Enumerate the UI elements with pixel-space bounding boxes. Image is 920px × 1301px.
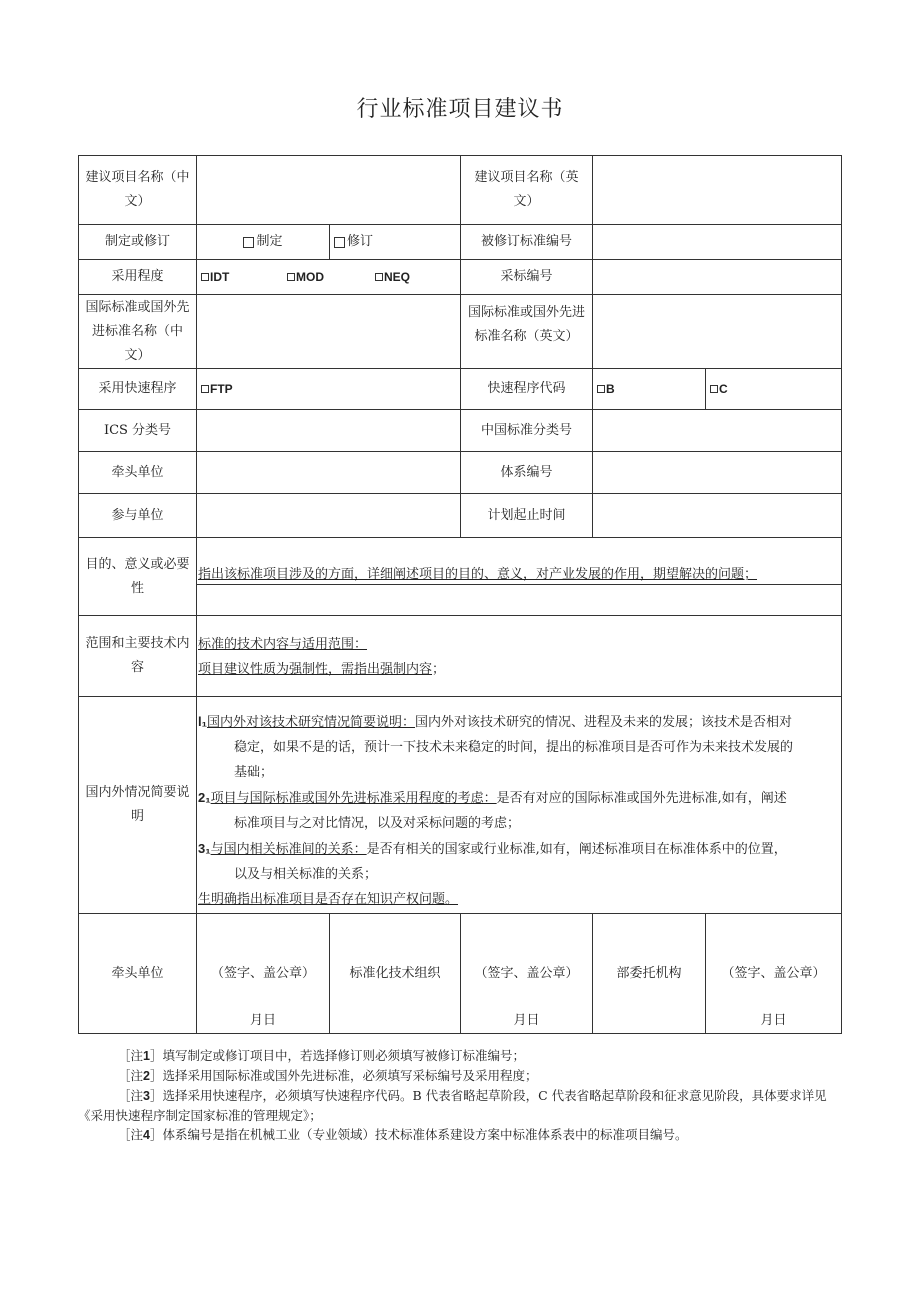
note-tag: ［注 — [118, 1068, 144, 1083]
item-heading: 项目与国际标准或国外先进标准采用程度的考虑： — [210, 791, 497, 806]
checkbox-icon — [201, 385, 209, 393]
checkbox-ftp[interactable] — [196, 368, 461, 410]
checkbox-icon — [287, 273, 295, 281]
sign-tech-org-cell[interactable] — [460, 913, 593, 1034]
note-tag: ［注 — [118, 1127, 144, 1142]
checkbox-revise[interactable] — [329, 224, 461, 260]
item-text: 是否有相关的国家或行业标准,如有，阐述标准项目在标准体系中的位置， — [366, 842, 787, 857]
item-text: 稳定，如果不是的话，预计一下技术未来稳定的时间，提出的标准项目是否可作为未来技术发展的 — [234, 740, 794, 755]
checkbox-icon — [334, 237, 345, 248]
checkbox-icon — [243, 237, 254, 248]
field-plan-time[interactable] — [592, 493, 842, 538]
label-ministry: 部委托机构 — [592, 913, 706, 1034]
checkbox-icon — [597, 385, 605, 393]
checkbox-icon — [710, 385, 718, 393]
field-adopt-no[interactable] — [592, 259, 842, 295]
item-text: 以及与相关标准的关系； — [234, 867, 378, 882]
note-text: 选择采用快速程序，必须填写快速程序代码。B 代表省略起草阶段，C 代表省略起草阶段和征求意见阶段，具体要求详见《采用快速程序制定国家标准的管理规定》； — [78, 1088, 827, 1123]
checkbox-c[interactable] — [705, 368, 842, 410]
neq-label: NEQ — [384, 270, 411, 284]
note-tag: ］ — [149, 1048, 163, 1063]
checkbox-b[interactable] — [592, 368, 706, 410]
field-participants[interactable] — [196, 493, 461, 538]
note-number: 2 — [143, 1069, 150, 1083]
note-2 — [78, 1066, 842, 1086]
note-text: 选择采用国际标准或国外先进标准，必须填写采标编号及采用程度； — [162, 1068, 538, 1083]
mod-label: MOD — [296, 270, 324, 284]
item-text: 国内外对该技术研究的情况、进程及未来的发展；该技术是否相对 — [415, 715, 793, 730]
item-text: 标准项目与之对比情况，以及对采标问题的考虑； — [234, 816, 521, 831]
field-intl-en[interactable] — [592, 294, 842, 369]
label-intl-cn: 国际标准或国外先进标准名称（中文） — [78, 294, 197, 369]
checkbox-icon — [375, 273, 383, 281]
item-heading: 与国内相关标准间的关系： — [210, 842, 367, 857]
label-ccs: 中国标准分类号 — [460, 409, 593, 452]
checkbox-make[interactable] — [196, 224, 330, 260]
field-system-no[interactable] — [592, 451, 842, 494]
scope-hint-2a: 项目建议性质为强制性，需指出强制内容 — [198, 662, 433, 677]
label-scope: 范围和主要技术内容 — [78, 615, 197, 697]
field-name-en[interactable] — [592, 155, 842, 225]
item-heading: 国内外对该技术研究情况简要说明： — [207, 715, 416, 730]
field-revised-no[interactable] — [592, 224, 842, 260]
label-lead: 牵头单位 — [78, 451, 197, 494]
label-situation: 国内外情况简要说明 — [78, 696, 197, 914]
item-text: 生明确指出标准项目是否存在知识产权问题。 — [198, 892, 459, 907]
c-label: C — [719, 382, 728, 396]
item-number: l₁ — [198, 714, 207, 729]
field-lead[interactable] — [196, 451, 461, 494]
note-text: 体系编号是指在机械工业（专业领域）技术标准体系建设方案中标准体系表中的标准项目编号。 — [162, 1127, 688, 1142]
note-tag: ［注 — [118, 1088, 144, 1103]
note-tag: ［注 — [118, 1048, 144, 1063]
checkbox-mod[interactable] — [287, 265, 375, 289]
label-plan-time: 计划起止时间 — [460, 493, 593, 538]
idt-label: IDT — [210, 270, 230, 284]
note-number: 3 — [143, 1089, 150, 1103]
label-participants: 参与单位 — [78, 493, 197, 538]
note-number: 4 — [143, 1128, 150, 1142]
sign-lead-cell[interactable] — [196, 913, 330, 1034]
label-name-en: 建议项目名称（英文） — [460, 155, 593, 225]
sign-hint: （签字、盖公章） — [721, 965, 826, 981]
revise-label: 修订 — [347, 234, 374, 249]
label-name-cn: 建议项目名称（中文） — [78, 155, 197, 225]
label-system-no: 体系编号 — [460, 451, 593, 494]
note-4 — [78, 1125, 842, 1145]
label-sign-lead: 牵头单位 — [78, 913, 197, 1034]
label-purpose: 目的、意义或必要性 — [78, 537, 197, 616]
scope-hint — [198, 632, 838, 682]
checkbox-idt[interactable] — [201, 265, 287, 289]
field-intl-cn[interactable] — [196, 294, 461, 369]
item-text: 是否有对应的国际标准或国外先进标准,如有，阐述 — [496, 791, 787, 806]
date-label: 月日 — [760, 1013, 787, 1028]
label-adopt-no: 采标编号 — [460, 259, 593, 295]
page-title: 行业标准项目建议书 — [356, 97, 564, 122]
note-1 — [78, 1046, 842, 1066]
item-number: 3₁ — [198, 841, 211, 856]
note-3 — [78, 1086, 842, 1125]
label-adopt-degree: 采用程度 — [78, 259, 197, 295]
label-make-or-revise: 制定或修订 — [78, 224, 197, 260]
checkbox-icon — [201, 273, 209, 281]
purpose-hint: 指出该标准项目涉及的方面，详细阐述项目的目的、意义，对产业发展的作用，期望解决的问题； — [198, 567, 758, 582]
divider — [196, 584, 842, 585]
sign-hint: （签字、盖公章） — [474, 965, 579, 981]
note-tag: ］ — [149, 1068, 163, 1083]
ftp-label: FTP — [210, 382, 233, 396]
date-label: 月日 — [249, 1013, 276, 1028]
item-number: 2₁ — [198, 790, 211, 805]
note-tag: ］ — [149, 1127, 163, 1142]
label-fast: 采用快速程序 — [78, 368, 197, 410]
label-ics: ICS 分类号 — [78, 409, 197, 452]
make-label: 制定 — [256, 234, 283, 249]
adopt-degree-options — [196, 259, 461, 295]
item-text: 基础； — [234, 765, 274, 780]
checkbox-neq[interactable] — [375, 265, 410, 289]
scope-hint-1: 标准的技术内容与适用范围： — [198, 637, 368, 652]
note-tag: ］ — [149, 1088, 163, 1103]
scope-hint-2 — [198, 657, 838, 682]
scope-hint-2b: ； — [432, 662, 446, 677]
notes — [78, 1046, 842, 1145]
label-fast-code: 快速程序代码 — [460, 368, 593, 410]
sign-hint: （签字、盖公章） — [210, 965, 315, 981]
sign-ministry-cell[interactable] — [705, 913, 842, 1034]
label-intl-en: 国际标准或国外先进标准名称（英文） — [460, 294, 593, 369]
date-label: 月日 — [513, 1013, 540, 1028]
note-number: 1 — [143, 1049, 150, 1063]
label-revised-no: 被修订标准编号 — [460, 224, 593, 260]
field-name-cn[interactable] — [196, 155, 461, 225]
field-ccs[interactable] — [592, 409, 842, 452]
label-tech-org: 标准化技术组织 — [329, 913, 461, 1034]
note-text: 填写制定或修订项目中，若选择修订则必须填写被修订标准编号； — [162, 1048, 525, 1063]
situation-hint — [198, 709, 838, 912]
b-label: B — [606, 382, 615, 396]
field-ics[interactable] — [196, 409, 461, 452]
